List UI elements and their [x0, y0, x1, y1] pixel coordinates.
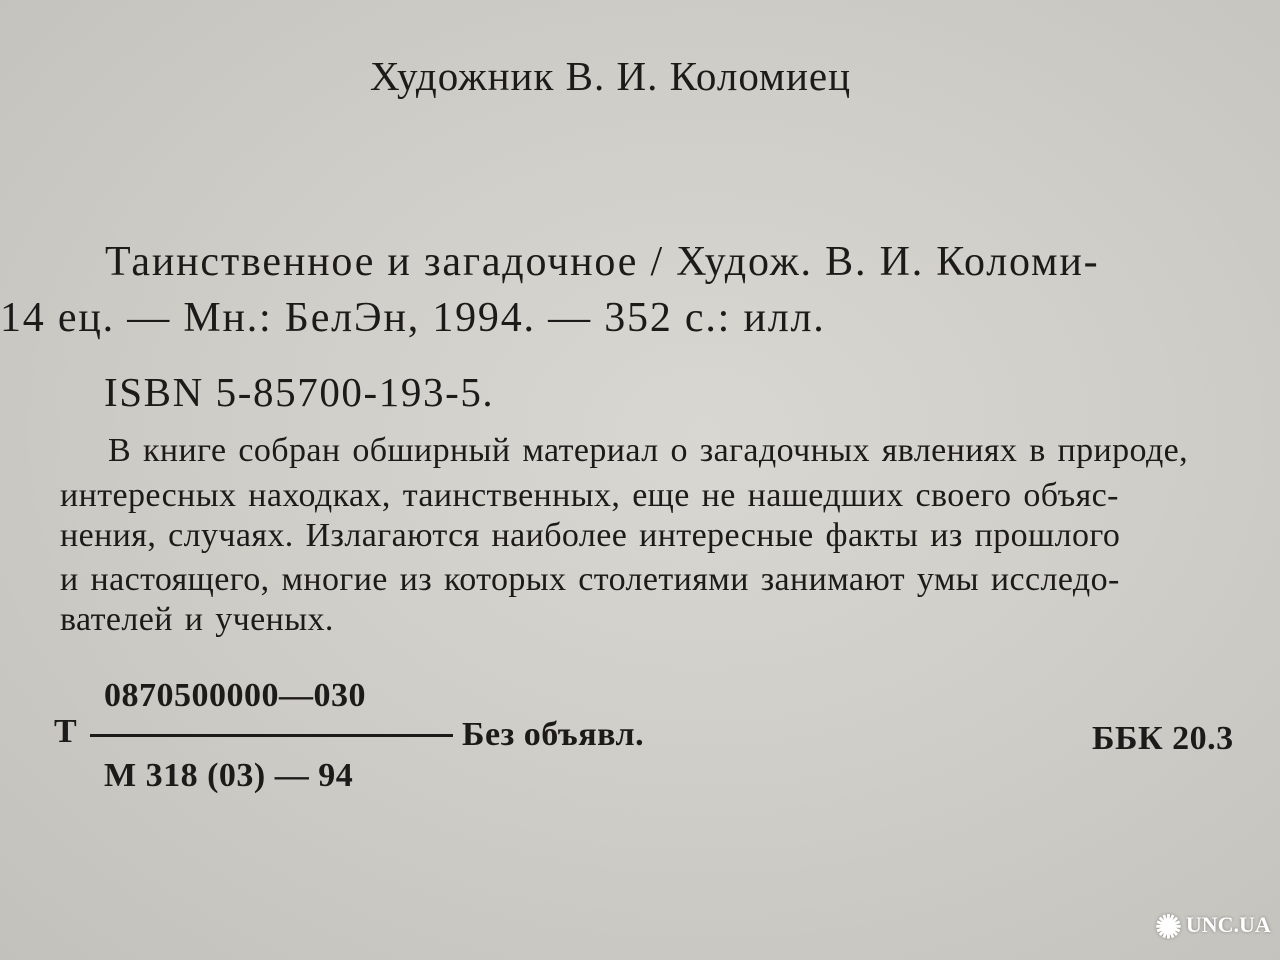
imprint-code-bottom: М 318 (03) — 94: [104, 757, 354, 794]
fraction-rule: [90, 734, 453, 737]
annotation-line-5: вателей и ученых.: [60, 601, 334, 638]
annotation-line-2: интересных находках, таинственных, еще не нашедших своего объяс-: [60, 477, 1119, 514]
artist-credit: Художник В. И. Коломиец: [370, 53, 852, 99]
citation-line-2: 14 ец. — Мн.: БелЭн, 1994. — 352 с.: илл.: [0, 295, 826, 341]
watermark: [1155, 908, 1271, 946]
watermark-text: UNC.UA: [1185, 912, 1271, 938]
imprint-code-top: 0870500000—030: [104, 677, 366, 714]
isbn: ISBN 5-85700-193-5.: [104, 369, 495, 415]
annotation-line-3: нения, случаях. Излагаются наиболее интересные факты из прошлого: [60, 517, 1121, 554]
imprint-letter: Т: [54, 713, 78, 750]
bbk-classification: ББК 20.3: [1092, 720, 1234, 757]
annotation-line-4: и настоящего, многие из которых столетиями занимают умы исследо-: [60, 561, 1120, 598]
annotation-line-1: В книге собран обширный материал о загадочных явлениях в природе,: [108, 432, 1189, 469]
star-burst-icon: ✺: [1155, 909, 1182, 945]
citation-line-1: Таинственное и загадочное / Худож. В. И. Коломи-: [105, 239, 1100, 285]
price-note: Без объявл.: [462, 716, 645, 753]
